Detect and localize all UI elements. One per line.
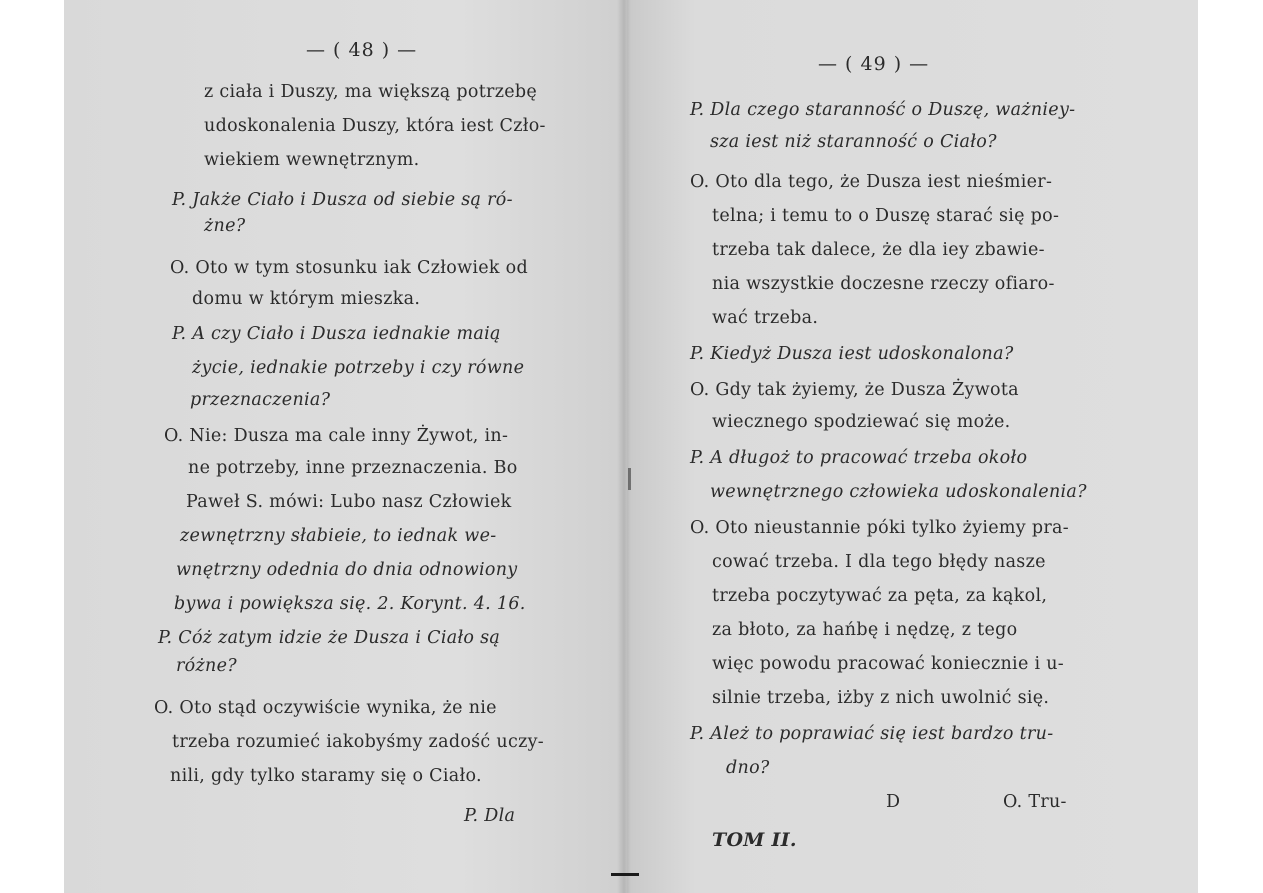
answer-line: O. Nie: Dusza ma cale inny Żywot, in-	[164, 426, 509, 446]
question-line: P. Dla czego staranność o Duszę, ważniey-	[690, 100, 1076, 120]
text-line: wiecznego spodziewać się może.	[712, 412, 1011, 432]
page-number-48: — ( 48 ) —	[306, 39, 418, 61]
text-line: bywa i powiększa się. 2. Korynt. 4. 16.	[174, 594, 526, 614]
signature-mark: D	[886, 792, 901, 812]
text-line: więc powodu pracować koniecznie i u-	[712, 654, 1065, 674]
question-line: żne?	[204, 216, 246, 236]
text-line: ne potrzeby, inne przeznaczenia. Bo	[188, 458, 518, 478]
answer-line: O. Oto stąd oczywiście wynika, że nie	[154, 698, 497, 718]
answer-line: O. Oto dla tego, że Dusza iest nieśmier-	[690, 172, 1053, 192]
text-line: zewnętrzny słabieie, to iednak we-	[180, 526, 497, 546]
page-number-49: — ( 49 ) —	[818, 53, 930, 75]
text-line: za błoto, za hańbę i nędzę, z tego	[712, 620, 1018, 640]
question-line: różne?	[176, 656, 237, 676]
text-line: silnie trzeba, iżby z nich uwolnić się.	[712, 688, 1050, 708]
binding-mark-bottom	[611, 873, 639, 876]
text-line: trzeba rozumieć iakobyśmy zadość uczy-	[172, 732, 544, 752]
question-line: P. Ależ to poprawiać się iest bardzo tru-	[690, 724, 1054, 744]
text-line: trzeba poczytywać za pęta, za kąkol,	[712, 586, 1048, 606]
question-line: P. A długoż to pracować trzeba około	[690, 448, 1028, 468]
text-line: z ciała i Duszy, ma większą potrzebę	[204, 82, 538, 102]
question-line: P. Cóż zatym idzie że Dusza i Ciało są	[158, 628, 501, 648]
answer-line: O. Oto nieustannie póki tylko żyiemy pra-	[690, 518, 1069, 538]
text-line: nili, gdy tylko staramy się o Ciało.	[170, 766, 482, 786]
binding-mark-mid	[628, 468, 631, 490]
question-line: życie, iednakie potrzeby i czy równe	[192, 358, 525, 378]
answer-line: O. Oto w tym stosunku iak Człowiek od	[170, 258, 529, 278]
catchword: P. Dla	[464, 806, 516, 826]
text-line: Paweł S. mówi: Lubo nasz Człowiek	[186, 492, 512, 512]
book-gutter	[617, 0, 631, 893]
text-line: trzeba tak dalece, że dla iey zbawie-	[712, 240, 1045, 260]
text-line: nia wszystkie doczesne rzeczy ofiaro-	[712, 274, 1055, 294]
question-line: P. Kiedyż Dusza iest udoskonalona?	[690, 344, 1014, 364]
text-line: domu w którym mieszka.	[192, 289, 421, 309]
catchword: O. Tru-	[1003, 792, 1067, 812]
text-line: udoskonalenia Duszy, która iest Czło-	[204, 116, 546, 136]
question-line: przeznaczenia?	[190, 390, 331, 410]
answer-line: O. Gdy tak żyiemy, że Dusza Żywota	[690, 380, 1019, 400]
question-line: P. A czy Ciało i Dusza iednakie maią	[172, 324, 501, 344]
question-line: P. Jakże Ciało i Dusza od siebie są ró-	[172, 190, 513, 210]
text-line: wać trzeba.	[712, 308, 819, 328]
text-line: cować trzeba. I dla tego błędy nasze	[712, 552, 1046, 572]
question-line: wewnętrznego człowieka udoskonalenia?	[710, 482, 1087, 502]
text-line: telna; i temu to o Duszę starać się po-	[712, 206, 1060, 226]
text-line: wnętrzny odednia do dnia odnowiony	[176, 560, 518, 580]
text-line: wiekiem wewnętrznym.	[204, 150, 420, 170]
question-line: sza iest niż staranność o Ciało?	[710, 132, 997, 152]
volume-signature: TOM II.	[712, 829, 797, 851]
question-line: dno?	[726, 758, 770, 778]
